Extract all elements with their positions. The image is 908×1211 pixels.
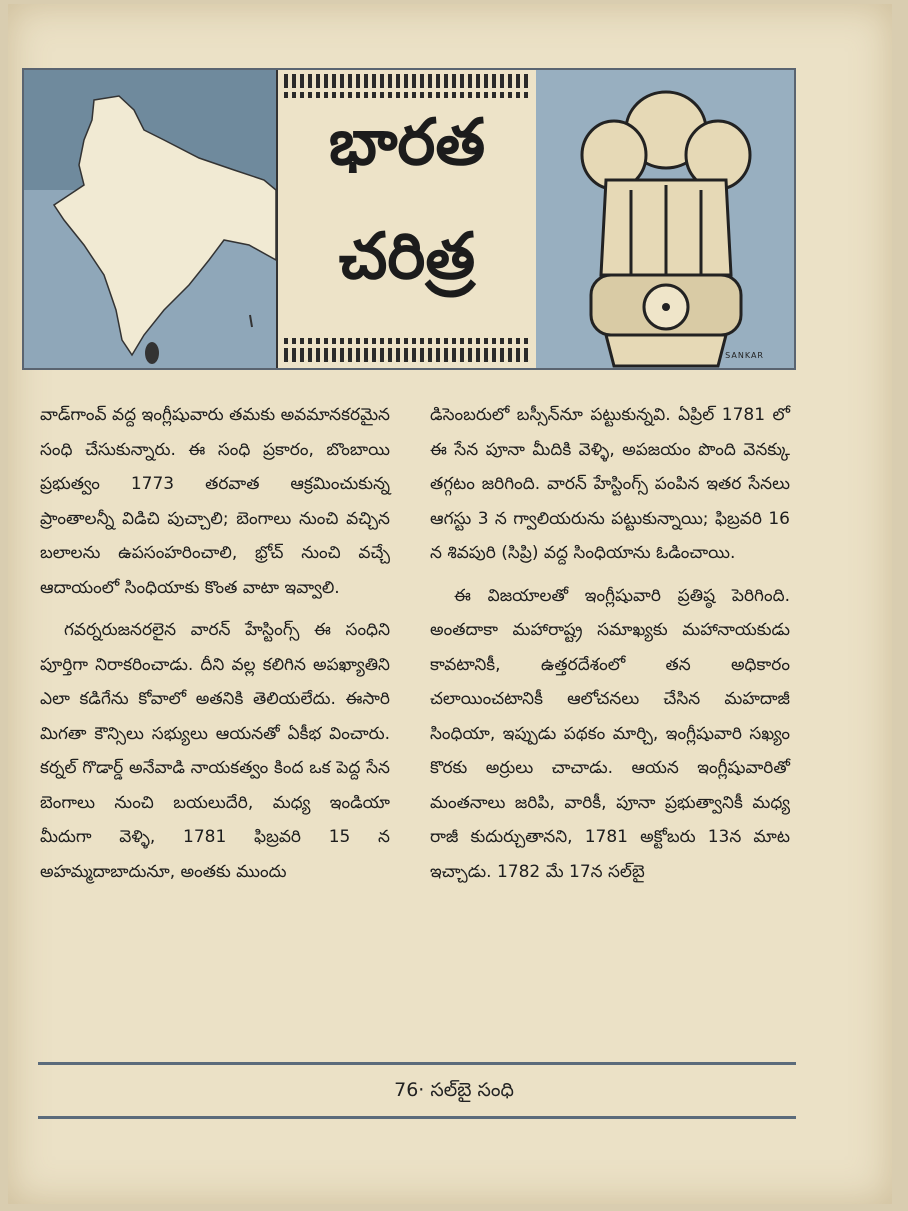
emblem-panel [536,70,794,368]
footer-rule-bottom [38,1116,796,1119]
decorative-border-bottom [284,348,530,362]
footer-caption: 76· సల్‌బై సంధి [394,1079,514,1101]
lion-capital-emblem-icon [536,70,794,368]
text-column-right [430,398,790,897]
decorative-border-bottom-inner [284,338,530,344]
title-panel [276,70,538,368]
artist-credit: SANKAR [725,351,764,360]
decorative-border-top [284,74,530,88]
header-banner [22,68,796,370]
footer-rule-top [38,1062,796,1065]
paragraph: ఈ విజయాలతో ఇంగ్లీషువారి ప్రతిష్ఠ పెరిగింది. అంతదాకా మహారాష్ట్ర సమాఖ్యకు మహానాయకుడు కావటానికీ, ఉత్తరదేశంలో తన అధికారం చలాయించటానికీ ఆలోచనలు చేసిన మహదాజీ సింధియా, ఇప్పుడు పథకం మార్చి, ఇంగ్లీషువారి సఖ్యం కొరకు అర్రులు చాచాడు. ఆయన ఇంగ్లీషువారితో మంతనాలు జరిపి, వారికీ, పూనా ప్రభుత్వానికీ మధ్య రాజీ కుదుర్చుతానని, 1781 అక్టోబరు 13న మాట ఇచ్చాడు. 1782 మే 17న సల్‌బై [430,585,790,882]
india-map-icon [24,70,276,368]
paragraph: గవర్నరుజనరలైన వారన్ హేస్టింగ్స్ ఈ సంధిని పూర్తిగా నిరాకరించాడు. దీని వల్ల కలిగిన అపఖ్యాతిని ఎలా కడిగేను కోవాలో అతనికి తెలియలేదు. ఈసారి మిగతా కౌన్సిలు సభ్యులు ఆయనతో ఏకీభ వించారు. కర్నల్ గొడార్డ్ అనేవాడి నాయకత్వం కింద ఒక పెద్ద సేన బెంగాలు నుంచి బయలుదేరి, మధ్య ఇండియా మీదుగా వెళ్ళి, 1781 ఫిబ్రవరి 15 న అహమ్మదాబాదునూ, అంతకు ముందు [40,620,390,882]
paragraph: డిసెంబరులో బస్సీన్‌నూ పట్టుకున్నవి. ఏప్రిల్ 1781 లో ఈ సేన పూనా మీదికి వెళ్ళి, అపజయం పొంది వెనక్కు తగ్గటం జరిగింది. వారన్ హేస్టింగ్స్ పంపిన ఇతర సేనలు ఆగస్టు 3 న గ్వాలియరును పట్టుకున్నాయి; ఫిబ్రవరి 16 న శివపురి (సిప్రి) వద్ద సింధియాను ఓడించాయి. [430,405,790,563]
decorative-border-top-inner [284,92,530,98]
title-line-2: చరిత్ర [338,220,476,294]
title-line-1: భారత [328,106,486,180]
text-column-left [40,398,390,897]
paragraph: వాడ్‌గాంవ్ వద్ద ఇంగ్లీషువారు తమకు అవమానకరమైన సంధి చేసుకున్నారు. ఈ సంధి ప్రకారం, బొంబాయి ప్రభుత్వం 1773 తరవాత ఆక్రమించుకున్న ప్రాంతాలన్నీ విడిచి పుచ్చాలి; బెంగాలు నుంచి వచ్చిన బలాలను ఉపసంహరించాలి, భ్రోచ్ నుంచి వచ్చే ఆదాయంలో సింధియాకు కొంత వాటా ఇవ్వాలి. [40,405,390,598]
map-panel [24,70,276,368]
